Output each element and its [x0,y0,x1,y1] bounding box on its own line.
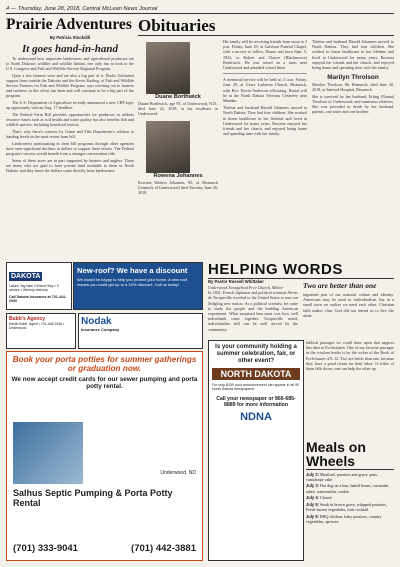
prairie-paragraph: The U.S. Department of Agriculture recently announced a new CRP sign-up opportunity with an Aug. 17 deadline. [6,99,134,111]
prairie-paragraph: Landowners participating in farm bill programs through other agencies have seen significant declines in dollars to support these efforts. The Federal program's success would benefit from a stronger conservation title. [6,140,134,156]
meal-item [306,514,394,524]
meal-day: July 3: [306,483,319,489]
salhus-town: Underwood, ND [160,470,196,476]
nd-ad-text: For only $150 your announcement can appear in all 90 North Dakota newspapers! [212,383,300,392]
salhus-promo: Book your porta potties for summer gatherings or graduation now. [12,355,197,374]
obituary-body: She is survived by her husband, Erling (Nanna) Throlson of Underwood; and numerous relatives. She was preceded in death by her husband, parents, one sister and one brother. [312,93,394,115]
prairie-paragraph: To understand how important landowners and agricultural producers are to North Dakota's wildlife and wildlife habitat, one only has to look to the U.S. Congress and Fish and Wildlife Service Regional Program. [6,55,134,71]
salhus-phone-2[interactable]: (701) 442-3881 [131,543,196,554]
meal-menu: BBQ chicken, baby potatoes, country vegetables, apricots. [306,513,382,525]
page-header [6,4,394,14]
salhus-promo-secondary: We now accept credit cards for our sewer pumping and porta potty rental. [11,375,198,391]
obituary-name: Rowena Johannes [153,172,203,179]
obituary-photo [146,121,190,173]
helping-role: Underwood Evangelical Free Church, Milnor [208,285,284,290]
dakota-ad-text: Lakes, big lake Central Hwy • 2 stories • Weekly delivery [9,284,59,293]
obituary-body: His family will be receiving friends from noon to 2 p.m. Friday, June 29, at Garrison Funeral Chapel, with a service to follow. Duane was born Sept. 5, 1922, to Robert and Clarice (Blackmoore) Borthwick. He was raised on a farm near Underwood and attended school there. [223,39,307,71]
north-dakota-logo: NORTH DAKOTA [212,368,300,380]
helping-words-continued [306,340,394,438]
helping-words-section [208,262,394,337]
salhus-septic-ad[interactable] [6,351,203,561]
meals-title: Meals on Wheels [306,440,394,470]
ndna-logo: NDNA [240,410,272,423]
nodak-logo: Nodak [81,316,112,327]
helping-headline: Two are better than one [303,281,377,290]
meal-menu: Closed. [320,495,333,501]
obituary-body-continued: Thelma and husband Harold Johannes moved to North Dakota. They had four children. She worked in home healthcare in her lifetime and lived in Underwood for many years. Rowena enjoyed her friends and her church, and enjoyed being home and spending time with her family. [312,39,394,71]
prairie-paragraph: That's why there's concern by Game and Fish Department's relation to funding levels in the most recent farm bill. [6,128,134,139]
obituaries-section [138,17,394,260]
obituaries-title: Obituaries [138,17,394,36]
meal-day: July 4: [306,495,319,501]
meal-day: July 6: [306,513,319,519]
bubbs-agency-text: Kristin Bubb, Agent • 701-448-2346 • Underwood [9,322,65,331]
prairie-paragraph: Quite a few farmers were and are also a big part of it. Ducks Unlimited support from outside the Dakotas and the Kevin Kading, of Fish and Wildlife Service Partners for Fish and Wildlife Program, says reaching out to farmers and ranchers in this effort has been and will continue to be a big part of the program. [6,72,134,99]
helping-body-continued: ingrained part of our national culture and identity. Americans may be used to individualism, but in a small town we realize we need each other. Christian faith makes clear God did not intend us to live life alone. [303,292,394,318]
dakota-logo: DAKOTA [11,273,41,280]
nodak-subtitle: Insurance Company [81,327,120,332]
meal-item [306,472,394,482]
obituary-body: A memorial service will be held at 11 a.m. Friday, June 29, at Grace Lutheran Church, Bismarck, with Rev. Kevin Anderson officiating. Burial will be in the North Dakota Veterans Cemetery near Mandan. [223,77,307,104]
nd-ad-question: Is your community holding a summer celebration, fair, or other event? [215,344,297,364]
nodak-insurance-ad[interactable] [78,313,203,349]
salhus-business-name: Salhus Septic Pumping & Porta Potty Rental [13,488,173,508]
prairie-article-body [6,56,134,174]
obituary-body-continued: Thelma and husband Harold Johannes moved to North Dakota. They had four children. She worked in home healthcare in her lifetime and lived in Underwood for many years. Rowena enjoyed her friends and her church, and enjoyed being home and spending time with her family. [223,105,307,137]
obituary-photo [146,42,190,94]
nd-newspaper-ad[interactable] [208,340,304,561]
new-roof-ad[interactable] [73,262,203,310]
obituary-intro: Rowena Walters Johannes, 85, of Bismarck (formerly of Underwood) died Tuesday, June 26, 2018. [138,179,219,196]
prairie-headline: It goes hand-in-hand [22,42,118,55]
dakota-ad-footer: Call Dakota Insurance at 701-444-2000 [9,294,67,303]
salhus-phone-1[interactable]: (701) 333-9041 [13,543,78,554]
prairie-byline: By Patricia Stockdill [49,34,91,40]
helping-body-continued: biblical passages we could draw upon that support this idea in Ecclesiastes. One of my favorite passages in the wisdom books is by the writer of the Book of Ecclesiastes 4:9–12. Two are better than one, because they have a good return for their labor. If either of them falls down, one can help the other up. [306,340,394,372]
bubbs-agency-name: Bubb's Agency [9,316,46,322]
meal-day: July 2: [306,471,319,477]
helping-byline: By Pastor Russell Whittaker [208,279,264,284]
new-roof-ad-headline: New-roof? We have a discount [77,266,188,275]
obituary-column-1 [138,39,218,195]
prairie-section-title: Prairie Adventures [6,17,132,33]
dakota-ad[interactable] [6,262,72,310]
obituary-column-3 [312,39,394,195]
new-roof-ad-text: We would be happy to help you protect your home. A new roof means you could get up to a 10% discount. Call us today! [77,277,187,287]
prairie-paragraph: The Federal Farm Bill provides opportunities for producers to address resource issues such as soil health and water quality but also benefits fish and wildlife species, including beneficial insects. [6,111,134,128]
page-header-left: 4 — Thursday, June 28, 2018, Central McLean News Journal [6,5,158,12]
obituary-name: Duane Borthwick [155,94,201,100]
obituary-name: Marilyn Throlson [327,74,379,82]
obituary-intro: Marilyn Throlson, 86, Bismarck, died June 20, 2018, at Sanford Hospital, Bismarck. [312,82,394,93]
helping-body: In 1831, French diplomat and political scientist Alexis de Tocqueville traveled to the United States to tour our fledgling new nation. As a political scientist, he came to study the people and the budding American experiment. What surprised him most was how well individuals came together. Tocqueville noted, individualists still can be well served by the community. [208,290,298,332]
meal-menu: Meatloaf, potatoes and gravy, peas, cantaloupe cake. [306,471,378,482]
meal-item [306,502,394,512]
meal-menu: Hot dog on a bun, baked beans, cucumber salad, watermelon, cookie. [306,483,389,494]
porta-potty-photo [13,422,83,484]
nd-ad-call: Call your newspaper or 866-685-8889 for more information [216,395,296,409]
obituary-intro: Duane Borthwick, age 95, of Underwood, N.D., died June 22, 2018, at his residence in Underwood. [138,101,218,117]
prairie-paragraph: Some of these acres are in part supported by hunters and anglers. There are many who are glad to have private land available to them in North Dakota, and they know the dollars come directly from landowners. [6,157,134,173]
meal-item [306,495,394,500]
meal-menu: Steak in brown gravy, whipped potatoes, Fresh-frozen vegetables, fruit cocktail. [306,502,387,513]
meal-day: July 5: [306,502,319,508]
bubbs-agency-ad[interactable] [6,313,76,349]
helping-words-title: HELPING WORDS [208,262,394,279]
prairie-adventures-column [6,17,134,260]
obituary-column-2 [223,39,307,195]
meal-item [306,483,394,493]
meals-on-wheels-section [306,440,394,561]
